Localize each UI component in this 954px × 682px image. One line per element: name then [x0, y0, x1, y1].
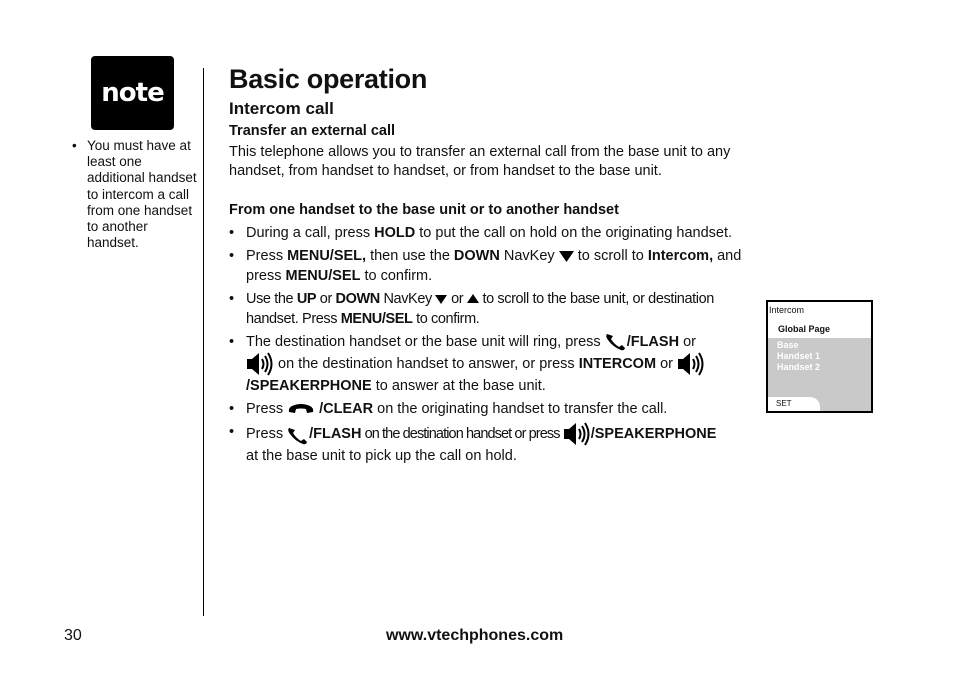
intro-text: This telephone allows you to transfer an external call from the base unit to any handset, from handset to handset, or from handset to the base unit. — [229, 144, 731, 179]
step-4: • The destination handset or the base unit will ring, press /FLASH or on the destination handset to answer, or press INTERCOM or /SPEAKERPHONE to answer at the base unit. — [229, 332, 743, 396]
page-title: Basic operation — [229, 64, 428, 94]
subsection-title: Transfer an external call — [229, 123, 396, 139]
up-arrow-icon — [467, 294, 479, 304]
phone-off-icon — [287, 402, 315, 416]
website-url: www.vtechphones.com — [386, 627, 564, 644]
steps-list — [229, 223, 743, 466]
handset-screen — [766, 300, 873, 413]
screen-menu-list — [768, 338, 871, 411]
note-badge — [91, 56, 174, 130]
step-2: • Press MENU/SEL, then use the DOWN NavKey to scroll to Intercom, and press MENU/SEL to confirm. — [229, 246, 743, 286]
note-label: note — [101, 78, 164, 108]
side-note-text: You must have at least one additional handset to intercom a call from one handset to another handset. — [87, 138, 197, 251]
screen-menu-item: Handset 2 — [777, 362, 821, 372]
divider — [203, 68, 204, 616]
section-title: Intercom call — [229, 99, 334, 118]
speakerphone-icon — [677, 352, 705, 376]
step-3: • Use the UP or DOWN NavKey or to scroll to the base unit, or destination handset. Press MENU/SEL to confirm. — [229, 289, 743, 329]
main-content — [229, 62, 743, 466]
screen-menu-item: Base — [777, 340, 799, 350]
screen-menu-item: Handset 1 — [777, 351, 821, 361]
step-6: • Press /FLASH on the destination handset or press /SPEAKERPHONE at the base unit to pick up the call on hold. — [229, 422, 743, 466]
bullet: • — [72, 138, 77, 153]
sub-heading: From one handset to the base unit or to another handset — [229, 202, 619, 218]
phone-talk-icon — [605, 332, 627, 352]
down-arrow-icon — [559, 250, 574, 262]
side-note — [72, 138, 202, 251]
screen-selected-item: Global Page — [778, 324, 831, 334]
step-5: • Press /CLEAR on the originating handset to transfer the call. — [229, 399, 743, 419]
softkey-set: SET — [768, 397, 820, 411]
screen-title: Intercom — [769, 305, 805, 315]
phone-talk-icon — [287, 426, 309, 446]
speakerphone-icon — [563, 422, 591, 446]
down-arrow-icon — [435, 294, 447, 304]
page-number: 30 — [64, 627, 82, 644]
speakerphone-icon — [246, 352, 274, 376]
step-1: • During a call, press HOLD to put the call on hold on the originating handset. — [229, 223, 743, 243]
